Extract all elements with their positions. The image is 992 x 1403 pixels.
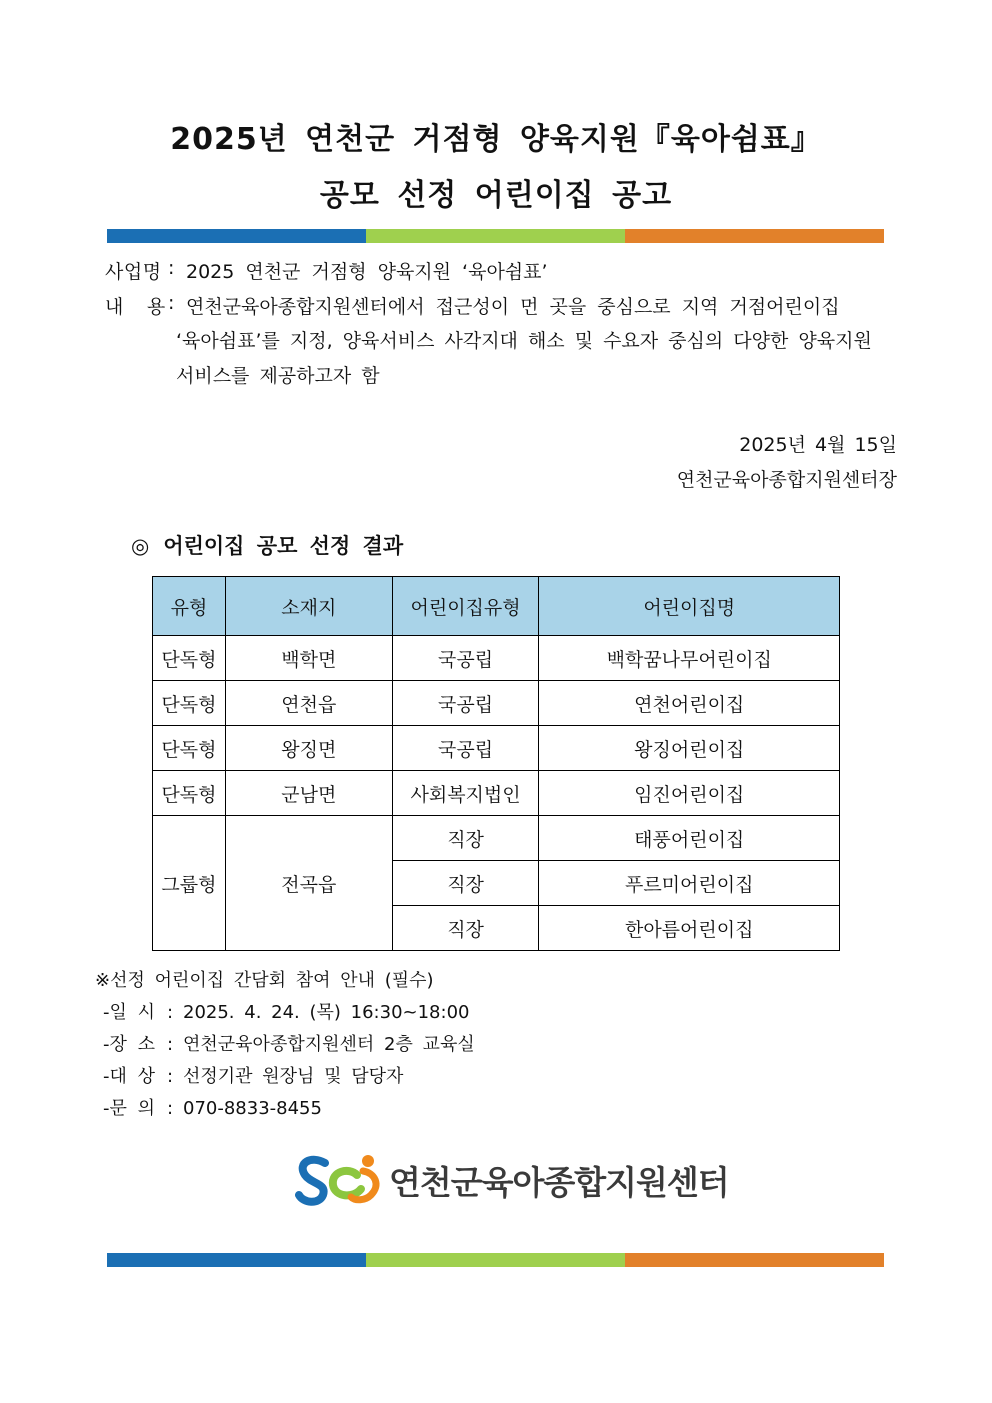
notice-value: 선정기관 원장님 및 담당자 (183, 1066, 404, 1087)
cell-daycare-type: 직장 (392, 816, 539, 861)
stripe-green-segment (366, 1253, 625, 1267)
selection-result-table (152, 576, 840, 951)
cell-location: 군남면 (225, 771, 392, 816)
notice-value: 070-8833-8455 (183, 1098, 322, 1119)
header-location: 소재지 (225, 577, 392, 636)
header-daycare-type: 어린이집유형 (392, 577, 539, 636)
project-colon: : (168, 257, 175, 279)
notice-item-place (103, 1030, 475, 1056)
notice-value: 연천군육아종합지원센터 2층 교육실 (183, 1034, 475, 1055)
table-row (153, 816, 840, 861)
top-color-stripe (107, 229, 884, 243)
notice-item-contact (103, 1094, 322, 1120)
content-line-3: 서비스를 제공하고자 함 (176, 365, 380, 387)
cell-daycare-name: 한아름어린이집 (539, 906, 840, 951)
table-row (153, 636, 840, 681)
table-row (153, 681, 840, 726)
center-logo (295, 1150, 729, 1210)
section-title: 어린이집 공모 선정 결과 (163, 534, 404, 558)
content-line-1: 연천군육아종합지원센터에서 접근성이 먼 곳을 중심으로 지역 거점어린이집 (186, 296, 840, 318)
content-label-char2: 용 (146, 296, 166, 318)
document-title-line2: 공모 선정 어린이집 공고 (319, 178, 673, 213)
notice-colon: : (167, 1002, 174, 1023)
stripe-orange-segment (625, 1253, 884, 1267)
stripe-blue-segment (107, 229, 366, 243)
center-logo-icon (295, 1151, 385, 1209)
cell-daycare-type: 국공립 (392, 636, 539, 681)
notice-colon: : (167, 1098, 174, 1119)
table-header-row (153, 577, 840, 636)
notice-item-datetime (103, 998, 469, 1024)
notice-label: -일 시 (103, 1002, 155, 1023)
cell-type: 단독형 (153, 726, 226, 771)
cell-type: 단독형 (153, 681, 226, 726)
bottom-color-stripe (107, 1253, 884, 1267)
content-colon: : (168, 292, 175, 314)
cell-daycare-name: 임진어린이집 (539, 771, 840, 816)
meeting-notice-heading: ※선정 어린이집 간담회 참여 안내 (필수) (95, 970, 434, 991)
project-label: 사업명 (105, 261, 162, 283)
content-line-2: ‘육아쉼표’를 지정, 양육서비스 사각지대 해소 및 수요자 중심의 다양한 양육지원 (176, 330, 872, 352)
table-row (153, 771, 840, 816)
notice-item-target (103, 1062, 403, 1088)
notice-colon: : (167, 1066, 174, 1087)
table-row (153, 726, 840, 771)
cell-type: 단독형 (153, 636, 226, 681)
center-logo-text: 연천군육아종합지원센터 (389, 1162, 729, 1202)
stripe-blue-segment (107, 1253, 366, 1267)
notice-label: -대 상 (103, 1066, 155, 1087)
document-title-line1: 2025년 연천군 거점형 양육지원『육아쉼표』 (170, 122, 822, 157)
cell-location-group: 전곡읍 (225, 816, 392, 951)
cell-daycare-name: 백학꿈나무어린이집 (539, 636, 840, 681)
cell-type: 단독형 (153, 771, 226, 816)
issuer-name: 연천군육아종합지원센터장 (676, 469, 897, 491)
cell-daycare-name: 왕징어린이집 (539, 726, 840, 771)
project-value: 2025 연천군 거점형 양육지원 ‘육아쉼표’ (186, 261, 548, 283)
header-daycare-name: 어린이집명 (539, 577, 840, 636)
stripe-orange-segment (625, 229, 884, 243)
notice-label: -장 소 (103, 1034, 155, 1055)
cell-location: 백학면 (225, 636, 392, 681)
content-label (105, 292, 166, 319)
cell-daycare-type: 직장 (392, 906, 539, 951)
cell-location: 연천읍 (225, 681, 392, 726)
cell-location: 왕징면 (225, 726, 392, 771)
content-label-char1: 내 (105, 296, 124, 318)
stripe-green-segment (366, 229, 625, 243)
cell-daycare-type: 국공립 (392, 681, 539, 726)
header-type: 유형 (153, 577, 226, 636)
notice-colon: : (167, 1034, 174, 1055)
cell-daycare-name: 태풍어린이집 (539, 816, 840, 861)
cell-type-group: 그룹형 (153, 816, 226, 951)
section-heading (131, 530, 403, 560)
issue-date: 2025년 4월 15일 (739, 434, 897, 456)
cell-daycare-name: 푸르미어린이집 (539, 861, 840, 906)
cell-daycare-name: 연천어린이집 (539, 681, 840, 726)
cell-daycare-type: 국공립 (392, 726, 539, 771)
notice-value: 2025. 4. 24. (목) 16:30~18:00 (183, 1002, 470, 1023)
notice-label: -문 의 (103, 1098, 155, 1119)
cell-daycare-type: 사회복지법인 (392, 771, 539, 816)
double-circle-icon: ◎ (131, 534, 150, 558)
cell-daycare-type: 직장 (392, 861, 539, 906)
